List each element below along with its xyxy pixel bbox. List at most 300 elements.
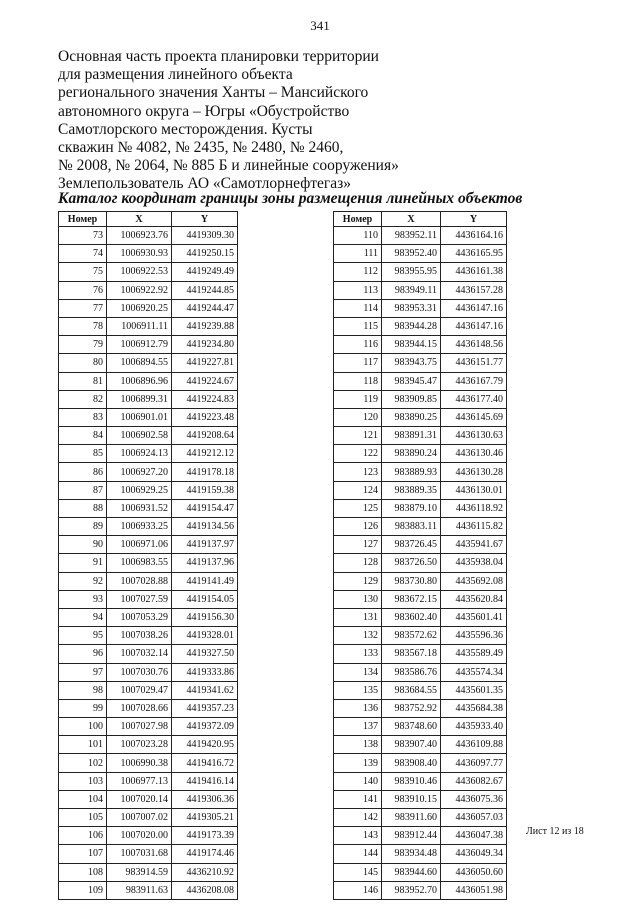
point-number: 107 [59,845,107,863]
point-number: 80 [59,354,107,372]
x-coordinate: 1006920.25 [107,299,172,317]
point-number: 146 [334,881,382,899]
y-coordinate: 4435601.41 [441,608,507,626]
table-row [334,809,507,827]
point-number: 81 [59,372,107,390]
table-row [59,845,238,863]
point-number: 85 [59,445,107,463]
y-coordinate: 4419341.62 [172,681,238,699]
x-coordinate: 983752.92 [382,699,441,717]
y-coordinate: 4436118.92 [441,499,507,517]
x-coordinate: 983952.70 [382,881,441,899]
table-row [334,681,507,699]
table-row [59,536,238,554]
y-coordinate: 4419250.15 [172,245,238,263]
point-number: 103 [59,772,107,790]
heading-line: для размещения линейного объекта [58,66,293,84]
y-coordinate: 4436115.82 [441,518,507,536]
point-number: 101 [59,736,107,754]
heading-line: скважин № 4082, № 2435, № 2480, № 2460, [58,139,344,157]
point-number: 74 [59,245,107,263]
point-number: 73 [59,227,107,245]
x-coordinate: 983911.63 [107,881,172,899]
table-row [334,427,507,445]
table-row [59,518,238,536]
table-row [334,827,507,845]
x-coordinate: 983879.10 [382,499,441,517]
table-row [59,827,238,845]
y-coordinate: 4419208.64 [172,427,238,445]
point-number: 111 [334,245,382,263]
y-coordinate: 4419224.67 [172,372,238,390]
point-number: 110 [334,227,382,245]
heading-line: Землепользователь АО «Самотлорнефтегаз» [58,175,352,193]
table-header-row [59,212,238,227]
x-coordinate: 983602.40 [382,608,441,626]
point-number: 97 [59,663,107,681]
x-coordinate: 1006924.13 [107,445,172,463]
x-coordinate: 1007023.28 [107,736,172,754]
y-coordinate: 4435933.40 [441,718,507,736]
point-number: 93 [59,590,107,608]
x-coordinate: 1007053.29 [107,608,172,626]
y-coordinate: 4419137.96 [172,554,238,572]
table-row [59,645,238,663]
y-coordinate: 4419239.88 [172,317,238,335]
table-row [334,572,507,590]
y-coordinate: 4419134.56 [172,518,238,536]
x-coordinate: 1006971.06 [107,536,172,554]
table-row [59,281,238,299]
table-row [334,227,507,245]
table-row [59,718,238,736]
y-coordinate: 4436047.38 [441,827,507,845]
document-heading [58,48,538,194]
x-coordinate: 983909.85 [382,390,441,408]
y-coordinate: 4419306.36 [172,790,238,808]
table-row [334,481,507,499]
x-coordinate: 983952.40 [382,245,441,263]
y-coordinate: 4419227.81 [172,354,238,372]
table-row [59,590,238,608]
y-coordinate: 4419154.47 [172,499,238,517]
y-coordinate: 4436177.40 [441,390,507,408]
x-coordinate: 983891.31 [382,427,441,445]
table-row [59,627,238,645]
table-row [59,227,238,245]
table-row [334,608,507,626]
table-row [59,263,238,281]
x-coordinate: 983684.55 [382,681,441,699]
point-number: 100 [59,718,107,736]
table-row [59,772,238,790]
y-coordinate: 4419372.09 [172,718,238,736]
y-coordinate: 4436130.01 [441,481,507,499]
x-coordinate: 1006983.55 [107,554,172,572]
x-coordinate: 983912.44 [382,827,441,845]
column-header-y: Y [441,212,507,227]
y-coordinate: 4436147.16 [441,299,507,317]
point-number: 144 [334,845,382,863]
table-header-row [334,212,507,227]
x-coordinate: 983730.80 [382,572,441,590]
heading-line: № 2008, № 2064, № 885 Б и линейные сооружения» [58,157,399,175]
point-number: 119 [334,390,382,408]
table-row [334,390,507,408]
y-coordinate: 4436151.77 [441,354,507,372]
x-coordinate: 983934.48 [382,845,441,863]
table-row [334,754,507,772]
x-coordinate: 1006977.13 [107,772,172,790]
point-number: 143 [334,827,382,845]
y-coordinate: 4419333.86 [172,663,238,681]
x-coordinate: 983748.60 [382,718,441,736]
x-coordinate: 983883.11 [382,518,441,536]
x-coordinate: 1006930.93 [107,245,172,263]
point-number: 126 [334,518,382,536]
y-coordinate: 4436075.36 [441,790,507,808]
point-number: 129 [334,572,382,590]
y-coordinate: 4419305.21 [172,809,238,827]
x-coordinate: 1007028.66 [107,699,172,717]
y-coordinate: 4436161.38 [441,263,507,281]
x-coordinate: 1007032.14 [107,645,172,663]
x-coordinate: 1007029.47 [107,681,172,699]
table-row [334,408,507,426]
y-coordinate: 4419357.23 [172,699,238,717]
y-coordinate: 4419416.14 [172,772,238,790]
table-row [59,245,238,263]
point-number: 102 [59,754,107,772]
table-row [334,845,507,863]
y-coordinate: 4436050.60 [441,863,507,881]
point-number: 112 [334,263,382,281]
point-number: 133 [334,645,382,663]
x-coordinate: 983726.50 [382,554,441,572]
point-number: 127 [334,536,382,554]
column-header-number: Номер [334,212,382,227]
y-coordinate: 4419327.50 [172,645,238,663]
page-number: 341 [310,18,330,33]
table-row [334,518,507,536]
x-coordinate: 983910.15 [382,790,441,808]
x-coordinate: 983955.95 [382,263,441,281]
coordinates-table-right [333,211,507,900]
point-number: 121 [334,427,382,445]
y-coordinate: 4419154.05 [172,590,238,608]
point-number: 87 [59,481,107,499]
point-number: 132 [334,627,382,645]
x-coordinate: 983672.15 [382,590,441,608]
point-number: 86 [59,463,107,481]
y-coordinate: 4435692.08 [441,572,507,590]
point-number: 84 [59,427,107,445]
table-row [59,608,238,626]
x-coordinate: 1006899.31 [107,390,172,408]
y-coordinate: 4419156.30 [172,608,238,626]
x-coordinate: 983572.62 [382,627,441,645]
x-coordinate: 983943.75 [382,354,441,372]
table-row [59,554,238,572]
table-row [334,772,507,790]
y-coordinate: 4419249.49 [172,263,238,281]
point-number: 134 [334,663,382,681]
x-coordinate: 1007031.68 [107,845,172,863]
x-coordinate: 983949.11 [382,281,441,299]
x-coordinate: 1007028.88 [107,572,172,590]
y-coordinate: 4436208.08 [172,881,238,899]
x-coordinate: 983910.46 [382,772,441,790]
y-coordinate: 4419159.38 [172,481,238,499]
y-coordinate: 4436082.67 [441,772,507,790]
point-number: 118 [334,372,382,390]
coordinates-table-left [58,211,238,900]
x-coordinate: 983890.24 [382,445,441,463]
x-coordinate: 1006922.53 [107,263,172,281]
table-row [59,499,238,517]
y-coordinate: 4435601.35 [441,681,507,699]
x-coordinate: 1007038.26 [107,627,172,645]
x-coordinate: 1007020.00 [107,827,172,845]
x-coordinate: 1006911.11 [107,317,172,335]
table-row [334,863,507,881]
point-number: 114 [334,299,382,317]
y-coordinate: 4435589.49 [441,645,507,663]
point-number: 98 [59,681,107,699]
x-coordinate: 1006896.96 [107,372,172,390]
heading-line: Самотлорского месторождения. Кусты [58,120,313,138]
point-number: 115 [334,317,382,335]
sheet-label: Лист 12 из 18 [526,826,584,837]
y-coordinate: 4436147.16 [441,317,507,335]
table-row [59,481,238,499]
y-coordinate: 4419178.18 [172,463,238,481]
x-coordinate: 983889.93 [382,463,441,481]
y-coordinate: 4435684.38 [441,699,507,717]
point-number: 78 [59,317,107,335]
x-coordinate: 1006990.38 [107,754,172,772]
table-row [334,499,507,517]
y-coordinate: 4436210.92 [172,863,238,881]
point-number: 95 [59,627,107,645]
table-row [59,317,238,335]
point-number: 105 [59,809,107,827]
table-row [59,863,238,881]
y-coordinate: 4436165.95 [441,245,507,263]
point-number: 141 [334,790,382,808]
table-row [334,445,507,463]
y-coordinate: 4419420.95 [172,736,238,754]
table-row [334,881,507,899]
x-coordinate: 983952.11 [382,227,441,245]
table-row [59,681,238,699]
x-coordinate: 983908.40 [382,754,441,772]
point-number: 120 [334,408,382,426]
table-row [59,390,238,408]
y-coordinate: 4419328.01 [172,627,238,645]
table-row [59,408,238,426]
table-row [334,336,507,354]
y-coordinate: 4436145.69 [441,408,507,426]
column-header-y: Y [172,212,238,227]
x-coordinate: 983890.25 [382,408,441,426]
point-number: 99 [59,699,107,717]
table-row [334,699,507,717]
point-number: 91 [59,554,107,572]
table-row [334,645,507,663]
point-number: 140 [334,772,382,790]
x-coordinate: 1006929.25 [107,481,172,499]
y-coordinate: 4419141.49 [172,572,238,590]
y-coordinate: 4436157.28 [441,281,507,299]
point-number: 138 [334,736,382,754]
point-number: 104 [59,790,107,808]
x-coordinate: 983907.40 [382,736,441,754]
y-coordinate: 4436148.56 [441,336,507,354]
point-number: 130 [334,590,382,608]
x-coordinate: 983953.31 [382,299,441,317]
point-number: 106 [59,827,107,845]
y-coordinate: 4436164.16 [441,227,507,245]
table-row [334,790,507,808]
x-coordinate: 983944.60 [382,863,441,881]
table-row [334,536,507,554]
table-row [334,299,507,317]
y-coordinate: 4419416.72 [172,754,238,772]
column-header-x: X [382,212,441,227]
x-coordinate: 1006931.52 [107,499,172,517]
table-row [59,427,238,445]
point-number: 142 [334,809,382,827]
table-row [334,663,507,681]
x-coordinate: 983944.15 [382,336,441,354]
x-coordinate: 983567.18 [382,645,441,663]
point-number: 82 [59,390,107,408]
table-row [334,354,507,372]
x-coordinate: 1007027.98 [107,718,172,736]
point-number: 139 [334,754,382,772]
x-coordinate: 983911.60 [382,809,441,827]
table-row [334,317,507,335]
y-coordinate: 4436130.28 [441,463,507,481]
table-row [59,881,238,899]
y-coordinate: 4419244.85 [172,281,238,299]
table-row [59,790,238,808]
x-coordinate: 1007027.59 [107,590,172,608]
x-coordinate: 1006923.76 [107,227,172,245]
table-row [59,445,238,463]
point-number: 92 [59,572,107,590]
point-number: 124 [334,481,382,499]
table-row [59,572,238,590]
point-number: 113 [334,281,382,299]
y-coordinate: 4419223.48 [172,408,238,426]
column-header-number: Номер [59,212,107,227]
y-coordinate: 4436049.34 [441,845,507,863]
table-row [334,554,507,572]
table-row [334,281,507,299]
x-coordinate: 1007007.02 [107,809,172,827]
point-number: 117 [334,354,382,372]
y-coordinate: 4419173.39 [172,827,238,845]
x-coordinate: 1006927.20 [107,463,172,481]
point-number: 83 [59,408,107,426]
table-row [59,354,238,372]
table-row [59,463,238,481]
table-row [334,245,507,263]
point-number: 145 [334,863,382,881]
y-coordinate: 4419244.47 [172,299,238,317]
x-coordinate: 983586.76 [382,663,441,681]
table-row [334,263,507,281]
x-coordinate: 1006933.25 [107,518,172,536]
y-coordinate: 4419224.83 [172,390,238,408]
x-coordinate: 983944.28 [382,317,441,335]
table-row [334,590,507,608]
table-row [334,627,507,645]
point-number: 116 [334,336,382,354]
y-coordinate: 4436130.46 [441,445,507,463]
point-number: 108 [59,863,107,881]
x-coordinate: 1006894.55 [107,354,172,372]
heading-line: Основная часть проекта планировки территории [58,48,379,65]
table-row [334,718,507,736]
x-coordinate: 1007030.76 [107,663,172,681]
x-coordinate: 1006922.92 [107,281,172,299]
x-coordinate: 983945.47 [382,372,441,390]
y-coordinate: 4435596.36 [441,627,507,645]
catalog-title: Каталог координат границы зоны размещения линейных объектов [58,190,523,207]
point-number: 90 [59,536,107,554]
y-coordinate: 4436051.98 [441,881,507,899]
x-coordinate: 1006912.79 [107,336,172,354]
table-row [59,809,238,827]
x-coordinate: 1007020.14 [107,790,172,808]
y-coordinate: 4436167.79 [441,372,507,390]
point-number: 77 [59,299,107,317]
y-coordinate: 4436109.88 [441,736,507,754]
y-coordinate: 4436097.77 [441,754,507,772]
point-number: 94 [59,608,107,626]
y-coordinate: 4436057.03 [441,809,507,827]
point-number: 76 [59,281,107,299]
point-number: 79 [59,336,107,354]
column-header-x: X [107,212,172,227]
point-number: 136 [334,699,382,717]
x-coordinate: 1006901.01 [107,408,172,426]
y-coordinate: 4419309.30 [172,227,238,245]
point-number: 89 [59,518,107,536]
point-number: 123 [334,463,382,481]
point-number: 122 [334,445,382,463]
point-number: 131 [334,608,382,626]
table-row [59,299,238,317]
point-number: 88 [59,499,107,517]
x-coordinate: 1006902.58 [107,427,172,445]
table-row [59,663,238,681]
table-row [334,463,507,481]
point-number: 135 [334,681,382,699]
y-coordinate: 4435938.04 [441,554,507,572]
table-row [59,754,238,772]
x-coordinate: 983726.45 [382,536,441,554]
table-row [59,336,238,354]
y-coordinate: 4419234.80 [172,336,238,354]
point-number: 75 [59,263,107,281]
heading-line: автономного округа – Югры «Обустройство [58,102,350,120]
point-number: 96 [59,645,107,663]
x-coordinate: 983914.59 [107,863,172,881]
